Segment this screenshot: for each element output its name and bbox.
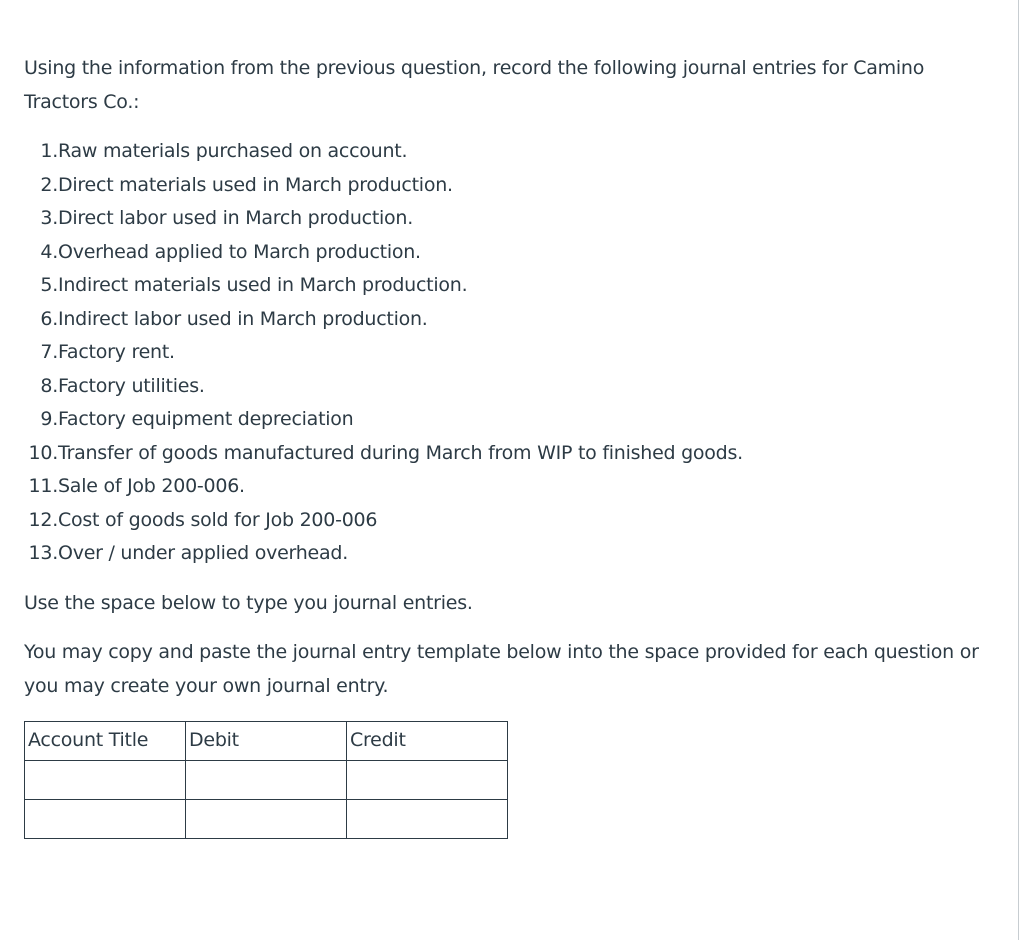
- header-account-title: Account Title: [25, 722, 186, 761]
- list-item: 3. Direct labor used in March production.: [40, 207, 413, 229]
- list-item: 1. Raw materials purchased on account.: [40, 140, 408, 162]
- table-cell[interactable]: [25, 761, 186, 800]
- list-item: 9. Factory equipment depreciation: [40, 408, 354, 430]
- list-item: 12. Cost of goods sold for Job 200-006: [28, 508, 378, 531]
- table-cell[interactable]: [186, 761, 347, 800]
- table-header-row: [25, 722, 508, 761]
- question-intro: Using the information from the previous question, record the following journal entries for Camino Tractors Co.:: [24, 57, 925, 113]
- list-item: 5. Indirect materials used in March production.: [40, 274, 468, 296]
- list-item: 7. Factory rent.: [40, 341, 175, 363]
- table-cell[interactable]: [347, 761, 508, 800]
- table-cell[interactable]: [25, 800, 186, 839]
- list-item: 6. Indirect labor used in March production.: [40, 307, 428, 330]
- instruction-text: Use the space below to type you journal entries.: [24, 591, 473, 614]
- table-cell[interactable]: [186, 800, 347, 839]
- list-item: 2. Direct materials used in March production.: [40, 173, 453, 196]
- template-note: You may copy and paste the journal entry template below into the space provided for each question or you may create your own journal entry.: [24, 641, 979, 697]
- list-item: 13. Over / under applied overhead.: [28, 542, 348, 564]
- question-content: [24, 52, 999, 839]
- journal-entry-template-table: [24, 721, 508, 839]
- list-item: 4. Overhead applied to March production.: [40, 240, 421, 263]
- table-cell[interactable]: [347, 800, 508, 839]
- table-row: [25, 800, 508, 839]
- list-item: 11. Sale of Job 200-006.: [28, 475, 245, 497]
- journal-entry-list: [24, 135, 999, 571]
- table-row: [25, 761, 508, 800]
- list-item: 10. Transfer of goods manufactured during March from WIP to finished goods.: [28, 441, 743, 464]
- header-debit: Debit: [186, 722, 347, 761]
- list-item: 8. Factory utilities.: [40, 374, 205, 397]
- header-credit: Credit: [347, 722, 508, 761]
